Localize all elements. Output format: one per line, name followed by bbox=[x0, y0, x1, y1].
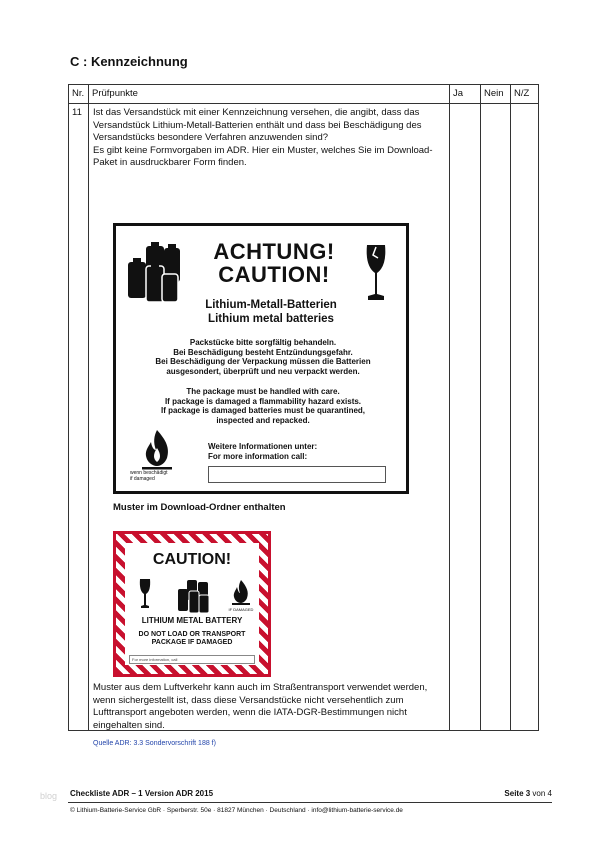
flame-hazard-icon bbox=[231, 579, 251, 605]
watermark: blog bbox=[40, 791, 58, 801]
checklist-table bbox=[68, 84, 539, 747]
header-nz: N/Z bbox=[511, 85, 539, 104]
label2-if-damaged: IF DAMAGED bbox=[228, 607, 254, 612]
label2-inner bbox=[125, 543, 259, 665]
footer-divider bbox=[68, 802, 552, 803]
table-header-row bbox=[69, 85, 539, 104]
label1-english-text: The package must be handled with care. If package is damaged a flammability hazard exists. If package is damaged batteries must be quarantined, inspected and repacked. bbox=[160, 387, 366, 425]
iata-lithium-battery-label bbox=[113, 531, 271, 677]
battery-cells-icon bbox=[177, 577, 213, 613]
label2-warning-text: DO NOT LOAD OR TRANSPORT PACKAGE IF DAMAGED bbox=[138, 631, 246, 647]
header-ja: Ja bbox=[450, 85, 481, 104]
label2-phone-field: For more information, call bbox=[129, 655, 255, 664]
row-number: 11 bbox=[69, 104, 89, 731]
label1-heading: ACHTUNG! CAUTION! bbox=[213, 239, 335, 288]
battery-cells-icon bbox=[126, 240, 182, 306]
label1-info-text: Weitere Informationen unter: For more information call: bbox=[208, 442, 318, 461]
fragile-glass-icon bbox=[139, 579, 151, 609]
muster-caption: Muster im Download-Ordner enthalten bbox=[113, 502, 286, 513]
source-reference-link[interactable]: Quelle ADR: 3.3 Sondervorschrift 188 f) bbox=[93, 740, 216, 747]
table-row bbox=[69, 104, 539, 731]
footer-address: © Lithium-Batterie-Service GbR · Sperberstr. 50e · 81827 München · Deutschland · info@lithium-batterie-service.de bbox=[70, 807, 403, 814]
air-transport-note: Muster aus dem Luftverkehr kann auch im Straßentransport verwendet werden, wenn sichergestellt ist, dass diese Versandstücke nicht versehentlich zum Lufttransport angeboten werden, wenn die IATA-DGR-Bestimmungen nicht eingehalten sind. bbox=[93, 682, 428, 731]
footer-page-number: Seite 3 von 4 bbox=[504, 789, 552, 798]
fragile-glass-icon bbox=[364, 244, 388, 302]
footer-title: Checkliste ADR – 1 Version ADR 2015 bbox=[70, 789, 214, 798]
lithium-warning-label-de-en bbox=[113, 223, 409, 494]
label1-flame-caption: wenn beschädigt if damaged bbox=[130, 470, 168, 482]
cell-nein[interactable] bbox=[481, 104, 511, 731]
row-note: Es gibt keine Formvorgaben im ADR. Hier ein Muster, welches Sie im Download-Paket in ausdruckbarer Form finden. bbox=[93, 144, 433, 169]
header-pruefpunkte: Prüfpunkte bbox=[89, 85, 450, 104]
label1-phone-field bbox=[208, 466, 386, 483]
label1-german-text: Packstücke bitte sorgfältig behandeln. Bei Beschädigung besteht Entzündungsgefahr. Bei Beschädigung der Verpackung müssen die Batterien ausgesondert, überprüft und neu verpackt werden. bbox=[155, 338, 371, 376]
header-nein: Nein bbox=[481, 85, 511, 104]
row-content bbox=[89, 104, 450, 747]
cell-ja[interactable] bbox=[450, 104, 481, 731]
cell-nz[interactable] bbox=[511, 104, 539, 731]
section-title: C : Kennzeichnung bbox=[70, 54, 188, 69]
label2-heading: CAUTION! bbox=[152, 551, 232, 568]
header-nr: Nr. bbox=[69, 85, 89, 104]
label1-subtitle: Lithium-Metall-Batterien Lithium metal batteries bbox=[205, 299, 337, 326]
label2-battery-type: LITHIUM METAL BATTERY bbox=[141, 616, 243, 625]
row-question: Ist das Versandstück mit einer Kennzeichnung versehen, die angibt, dass das Versandstück Lithium-Metall-Batterien enthält und dass bei Beschädigung des Versandstücks besondere Verfahren anzuwenden sind? bbox=[93, 107, 422, 144]
flame-hazard-icon bbox=[140, 428, 174, 470]
